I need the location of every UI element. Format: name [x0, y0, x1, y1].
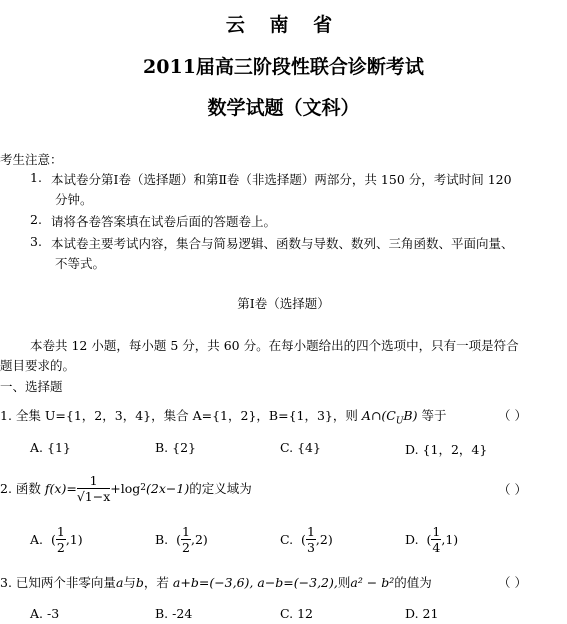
notice-heading: 考生注意： [0, 152, 63, 167]
question-2-stem-pre: 函数 [15, 481, 41, 496]
notice-item-3-line1: 本试卷主要考试内容，集合与简易逻辑、函数与导数、数列、三角函数、平面向量、 [51, 236, 514, 251]
option-text: 12 [297, 606, 313, 621]
option-label: B. [155, 440, 169, 455]
question-2-option-a [30, 524, 83, 555]
option-label: C. [280, 440, 294, 455]
question-3-and: 与 [123, 575, 136, 590]
section-intro-line1: 本卷共 12 小题，每小题 5 分，共 60 分。在每小题给出的四个选项中，只有一项是符合 [30, 338, 519, 353]
fraction-denominator: 4 [432, 540, 441, 555]
option-rest: ,2) [315, 532, 333, 547]
option-text: {4} [297, 440, 321, 455]
question-1-stem [0, 406, 446, 427]
question-2-stem [0, 466, 252, 510]
exam-title: 2011届高三阶段性联合诊断考试 [143, 56, 424, 78]
option-rest: ,1) [65, 532, 83, 547]
option-text: {1，2，4} [422, 442, 488, 457]
question-3-option-a [30, 606, 59, 621]
question-2-option-b [155, 524, 208, 555]
option-open: ( [176, 532, 182, 547]
option-label: B. [155, 532, 169, 547]
question-number: 2. [0, 480, 12, 496]
fraction-numerator: 1 [432, 524, 441, 539]
question-1-stem-post: 等于 [421, 408, 447, 423]
question-3-option-d [405, 606, 438, 621]
question-1-math-sub: U [395, 416, 404, 427]
fraction-numerator: 1 [77, 473, 110, 489]
question-3-stem-pre: 已知两个非零向量 [15, 575, 116, 590]
question-3-vector-a: a [115, 575, 124, 590]
question-2-log-base: 2 [140, 483, 147, 493]
question-2-answer-bracket: （ ） [498, 482, 527, 497]
question-1-answer-bracket: （ ） [498, 408, 527, 423]
question-3-mid: ，若 [143, 575, 169, 590]
province-title: 云 南 省 [225, 14, 342, 36]
notice-item-1-num: 1. [30, 170, 42, 185]
question-2-option-c [280, 524, 333, 555]
question-3-vector-b: b [135, 575, 144, 590]
notice-item-2-line1: 请将各卷答案填在试卷后面的答题卷上。 [51, 214, 277, 229]
section-title: 第Ⅰ卷（选择题） [237, 296, 330, 311]
question-2-fraction [77, 473, 110, 504]
fraction-denominator: 2 [56, 540, 65, 555]
option-fraction [181, 524, 191, 555]
question-number: 3. [0, 575, 12, 590]
question-3-expr2: a² − b² [350, 575, 395, 590]
question-1-option-a [30, 440, 71, 455]
option-fraction [306, 524, 316, 555]
question-3-option-b [155, 606, 192, 621]
subject-title: 数学试题（文科） [207, 97, 360, 119]
question-3-expr: a+b=(−3,6), a−b=(−3,2), [172, 575, 338, 590]
fraction-denominator: 3 [306, 540, 315, 555]
option-label: C. [280, 532, 294, 547]
question-3-stem-post: 的值为 [394, 575, 432, 590]
option-fraction [431, 524, 441, 555]
fraction-numerator: 1 [56, 524, 65, 539]
option-fraction [56, 524, 66, 555]
notice-item-1-line1: 本试卷分第Ⅰ卷（选择题）和第Ⅱ卷（非选择题）两部分，共 150 分，考试时间 120 [51, 172, 512, 187]
option-label: A. [30, 532, 44, 547]
option-open: ( [426, 532, 432, 547]
question-1-option-c [280, 440, 321, 455]
fraction-numerator: 1 [182, 524, 190, 539]
question-1-stem-pre: 全集 U={1，2，3，4}，集合 A={1，2}，B={1，3}，则 [15, 408, 358, 423]
option-label: D. [405, 606, 419, 621]
option-label: D. [405, 532, 419, 547]
question-3-stem [0, 573, 432, 591]
section-intro-line2: 题目要求的。 [0, 358, 76, 373]
option-text: 21 [422, 606, 439, 621]
question-2-func: f(x)= [44, 480, 77, 496]
notice-item-2-num: 2. [30, 212, 42, 227]
question-3-then: 则 [337, 575, 351, 590]
option-open: ( [50, 532, 56, 547]
question-2-option-d [405, 524, 458, 555]
option-rest: ,2) [190, 532, 208, 547]
option-text: -3 [47, 606, 60, 621]
option-label: C. [280, 606, 294, 621]
fraction-denominator: 2 [182, 540, 190, 555]
question-1-math-b: B) [403, 408, 418, 423]
notice-item-1-line2: 分钟。 [55, 192, 93, 207]
option-rest: ,1) [441, 532, 459, 547]
section-part: 一、选择题 [0, 379, 63, 394]
option-label: A. [30, 606, 44, 621]
fraction-numerator: 1 [306, 524, 315, 539]
question-1-math-a: A∩(C [361, 408, 396, 423]
question-1-option-b [155, 440, 196, 455]
option-open: ( [301, 532, 306, 547]
question-1-option-d [405, 440, 487, 458]
option-label: B. [155, 606, 169, 621]
question-2-log-arg: (2x−1) [146, 480, 190, 496]
option-text: {1} [47, 440, 71, 455]
question-3-option-c [280, 606, 313, 621]
question-2-stem-post: 的定义域为 [189, 481, 252, 496]
fraction-denominator: √1−x [76, 488, 111, 504]
option-label: D. [405, 442, 419, 457]
option-text: -24 [172, 606, 193, 621]
question-2-log: +log [110, 480, 141, 496]
notice-item-3-line2: 不等式。 [55, 256, 106, 271]
question-3-answer-bracket: （ ） [498, 575, 527, 590]
option-label: A. [30, 440, 44, 455]
question-number: 1. [0, 408, 12, 423]
notice-item-3-num: 3. [30, 234, 42, 249]
option-text: {2} [172, 440, 197, 455]
